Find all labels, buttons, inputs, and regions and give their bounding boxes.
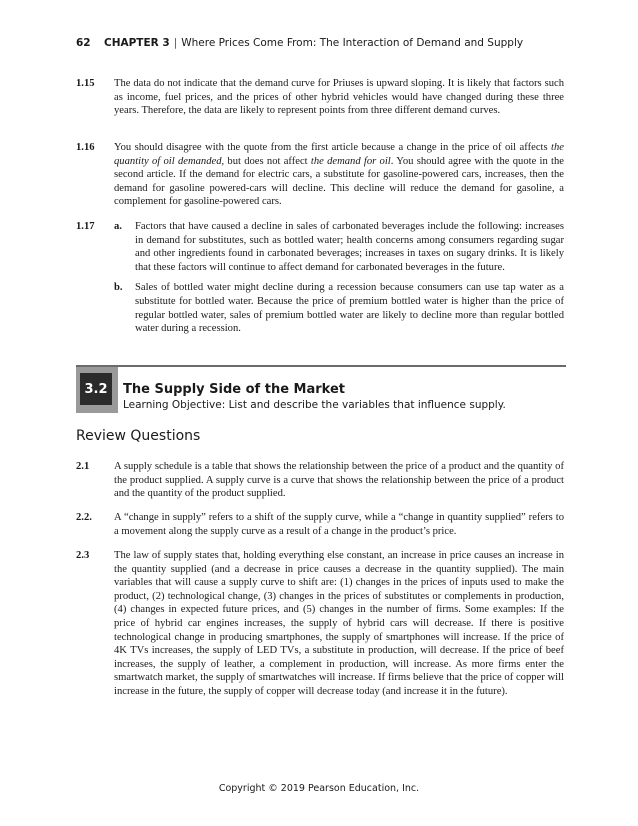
subpart-text: Sales of bottled water might decline during a recession because consumers can use tap water as a substitute for bottled water. Because the price of premium bottled water is higher than the price of regular bottled water, sales of premium bottled water are likely to decline more than regular bottled water during a recession. bbox=[135, 282, 564, 335]
running-header bbox=[76, 37, 523, 49]
answer-text bbox=[114, 141, 564, 209]
answer-text-part: . You should agree with the quote in the second article. If the demand for electric cars, a substitute for gasoline-powered cars, increases, then the demand for gasoline powered-cars will decline. This decline will reduce the demand for gasoline, a complement for gasoline-powered cars. bbox=[114, 155, 564, 208]
section-number-badge: 3.2 bbox=[80, 373, 112, 405]
learning-objective: Learning Objective: List and describe the variables that influence supply. bbox=[123, 399, 506, 411]
section-title: The Supply Side of the Market bbox=[123, 382, 345, 397]
answer-text-part: but does not affect bbox=[224, 155, 311, 167]
subpart-label: a. bbox=[114, 221, 122, 232]
answer-text-part: You should disagree with the quote from the first article because a change in the price of oil affects bbox=[114, 142, 552, 153]
answer-subpart bbox=[114, 281, 564, 335]
answer-number: 2.1 bbox=[76, 461, 90, 472]
answer-item bbox=[76, 511, 564, 538]
answer-number: 1.17 bbox=[76, 221, 95, 232]
page-number: 62 bbox=[76, 37, 91, 49]
copyright-footer: Copyright © 2019 Pearson Education, Inc. bbox=[218, 783, 420, 794]
answer-item bbox=[76, 220, 564, 336]
answer-number: 2.3 bbox=[76, 550, 90, 561]
chapter-label: CHAPTER 3 bbox=[103, 37, 170, 49]
answer-text: The data do not indicate that the demand curve for Priuses is upward sloping. It is likely that factors such as income, fuel prices, and the prices of other hybrid vehicles would have changed during these three years. Therefore, the data are likely to represent points from three different demand curves. bbox=[114, 78, 564, 117]
chapter-title: Where Prices Come From: The Interaction of Demand and Supply bbox=[181, 37, 524, 49]
answer-number: 1.16 bbox=[76, 142, 95, 153]
header-separator: | bbox=[173, 37, 178, 49]
answer-text-emphasis: the quantity of oil demanded, bbox=[114, 142, 564, 167]
answer-number: 1.15 bbox=[76, 78, 95, 89]
subpart-text: Factors that have caused a decline in sales of carbonated beverages include the following: increases in demand for substitutes, such as bottled water; health concerns among consumers regarding sugar and other ingredients found in carbonated beverages; increases in taxes on sugary drinks. It is likely that these factors will continue to affect demand for carbonated beverages in the future. bbox=[135, 221, 564, 273]
answer-item bbox=[76, 77, 564, 118]
section-divider bbox=[76, 365, 566, 367]
subpart-label: b. bbox=[114, 282, 123, 294]
answer-text: A supply schedule is a table that shows the relationship between the price of a product and the quantity of the product supplied. A supply curve is a curve that shows the relationship between the price of a product and the quantity of the product supplied. bbox=[114, 461, 564, 500]
answer-text: The law of supply states that, holding everything else constant, an increase in price causes an increase in the quantity supplied (and a decrease in price causes a decrease in the quantity supplied). The main variables that will cause a supply curve to shift are: (1) changes in the prices of inputs used to make the product, (2) technological change, (3) changes in the prices of substitutes or complements in production, (4) changes in expected future prices, and (5) changes in the number of firms. Some examples: If the price of hybrid car engines increases, the supply of hybrid cars will decrease. If there is positive technological change in producing smartphones, the supply of smartphones will increase. If the price of 4K TVs increases, the supply of LED TVs, a substitute in production, will decrease. If the price of beef increases, the supply of leather, a complement in production, will increase. As more firms enter the smartwatch market, the supply of smartwatches will increase. If firms believe that the price of copper will increase in the future, the supply of copper will decrease today (and increase it in the future). bbox=[114, 550, 564, 697]
answer-text: A “change in supply” refers to a shift of the supply curve, while a “change in quantity supplied” refers to a movement along the supply curve as a result of a change in the product’s price. bbox=[114, 512, 564, 537]
answer-item bbox=[76, 460, 564, 501]
answer-number: 2.2. bbox=[76, 512, 92, 523]
answer-item bbox=[76, 141, 564, 209]
answer-subpart bbox=[114, 220, 564, 274]
answer-text-emphasis: the demand for oil bbox=[310, 155, 391, 167]
review-questions-heading: Review Questions bbox=[76, 428, 201, 444]
answer-item bbox=[76, 549, 564, 699]
